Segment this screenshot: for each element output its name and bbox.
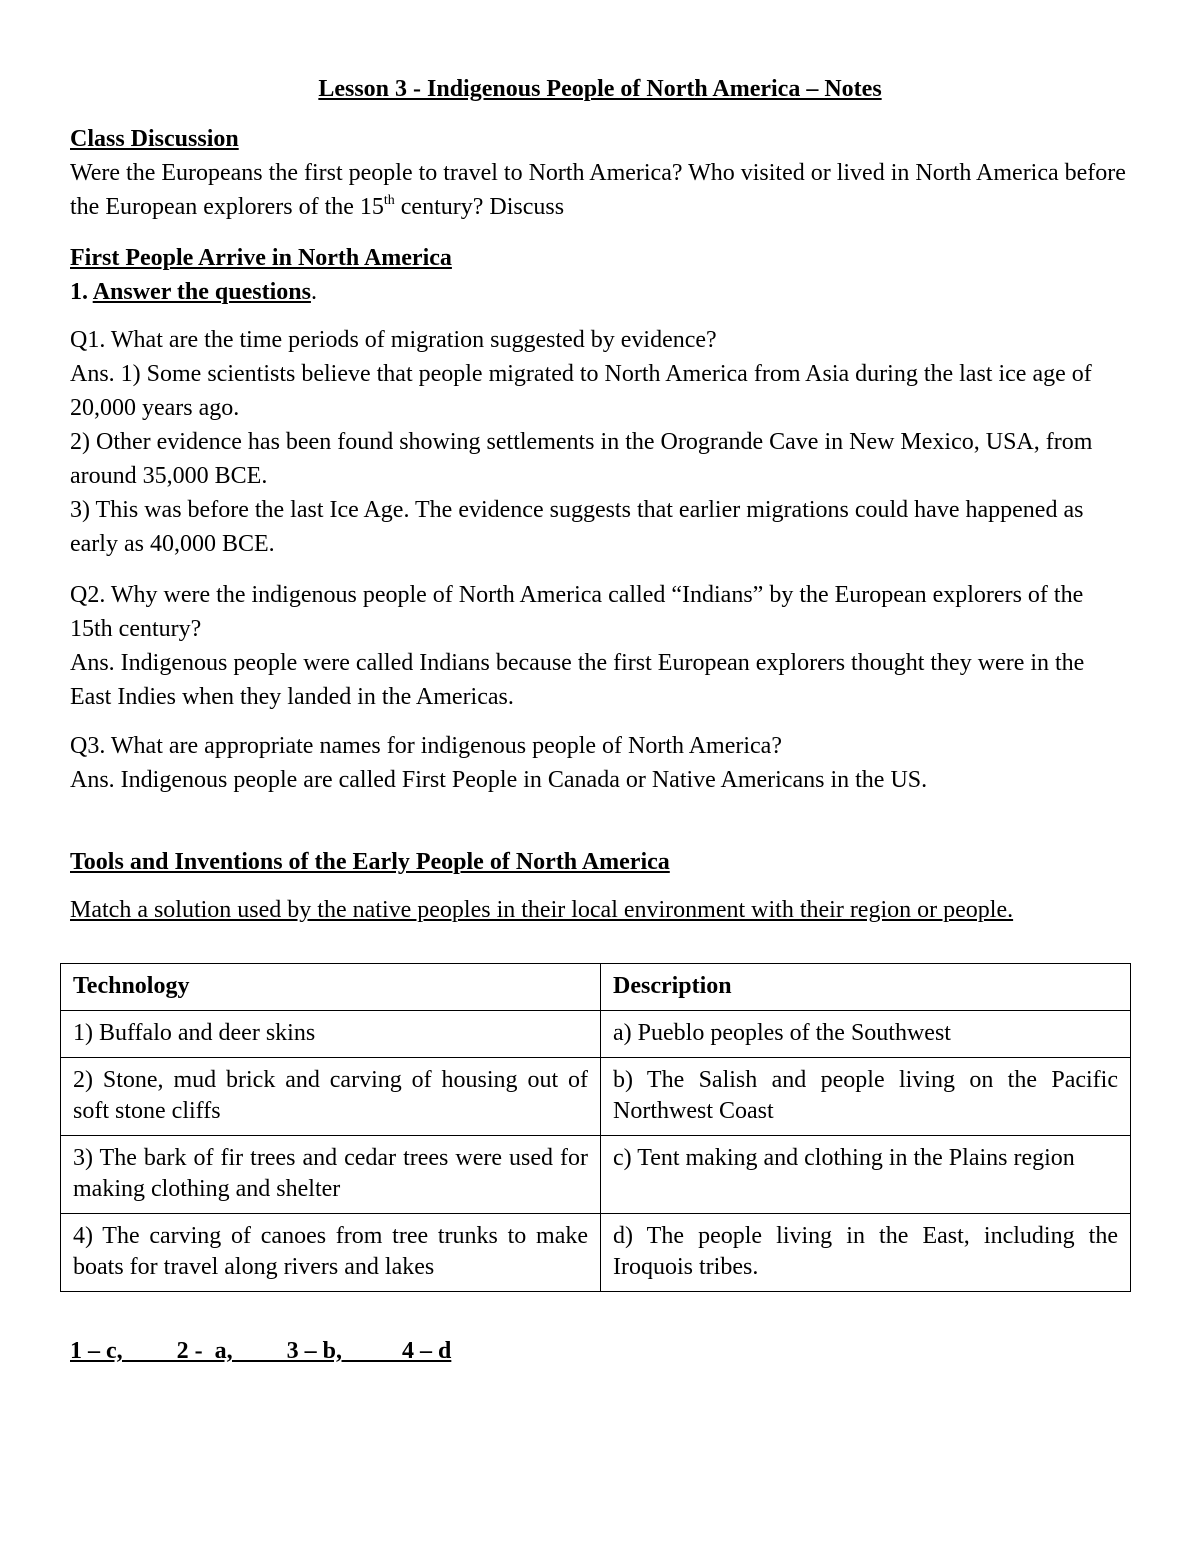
answer-1-part-3: 3) This was before the last Ice Age. The evidence suggests that earlier migrations could have happened as early as 40,000 BCE. [70,497,1084,557]
first-people-instruction: 1. Answer the questions. [70,279,317,305]
tools-section [70,845,1130,927]
answer-1-part-2: 2) Other evidence has been found showing settlements in the Orogrande Cave in New Mexico, USA, from around 35,000 BCE. [70,429,1093,489]
header-description: Description [601,964,1131,1011]
first-people-section [70,241,1130,309]
table-cell: c) Tent making and clothing in the Plains region [601,1136,1131,1214]
class-discussion-text: Were the Europeans the first people to travel to North America? Who visited or lived in North America before the European explorers of the 15th century? Discuss [70,160,1126,220]
table-row [61,1011,1131,1058]
table-row [61,1214,1131,1292]
tools-instruction: Match a solution used by the native peoples in their local environment with their region or people. [70,897,1014,923]
answer-key: 1 – c, 2 - a, 3 – b, 4 – d [70,1338,452,1364]
question-block-3 [70,729,1130,797]
question-3: Q3. What are appropriate names for indigenous people of North America? [70,733,782,759]
table-row [61,1136,1131,1214]
tools-heading: Tools and Inventions of the Early People of North America [70,849,670,875]
answer-2: Ans. Indigenous people were called Indians because the first European explorers thought they were in the East Indies when they landed in the Americas. [70,650,1085,710]
question-1: Q1. What are the time periods of migration suggested by evidence? [70,327,717,353]
technology-table [60,963,1131,1292]
table-cell: 1) Buffalo and deer skins [61,1011,601,1058]
page-title: Lesson 3 - Indigenous People of North America – Notes [318,76,882,102]
table-cell: b) The Salish and people living on the Pacific Northwest Coast [601,1058,1131,1136]
superscript-th: th [383,193,395,208]
header-technology: Technology [61,964,601,1011]
table-cell: 3) The bark of fir trees and cedar trees were used for making clothing and shelter [61,1136,601,1214]
class-discussion-section [70,122,1130,224]
class-discussion-heading: Class Discussion [70,126,239,152]
table-header-row [61,964,1131,1011]
question-2: Q2. Why were the indigenous people of North America called “Indians” by the European explorers of the 15th century? [70,582,1084,642]
table-cell: 4) The carving of canoes from tree trunks to make boats for travel along rivers and lakes [61,1214,601,1292]
question-block-2 [70,578,1130,714]
answer-1-part-1: Ans. 1) Some scientists believe that people migrated to North America from Asia during the last ice age of 20,000 years ago. [70,361,1092,421]
table-cell: a) Pueblo peoples of the Southwest [601,1011,1131,1058]
table-row [61,1058,1131,1136]
first-people-heading: First People Arrive in North America [70,245,452,271]
table-cell: d) The people living in the East, including the Iroquois tribes. [601,1214,1131,1292]
answer-3: Ans. Indigenous people are called First People in Canada or Native Americans in the US. [70,767,928,793]
table-cell: 2) Stone, mud brick and carving of housing out of soft stone cliffs [61,1058,601,1136]
question-block-1 [70,323,1130,561]
